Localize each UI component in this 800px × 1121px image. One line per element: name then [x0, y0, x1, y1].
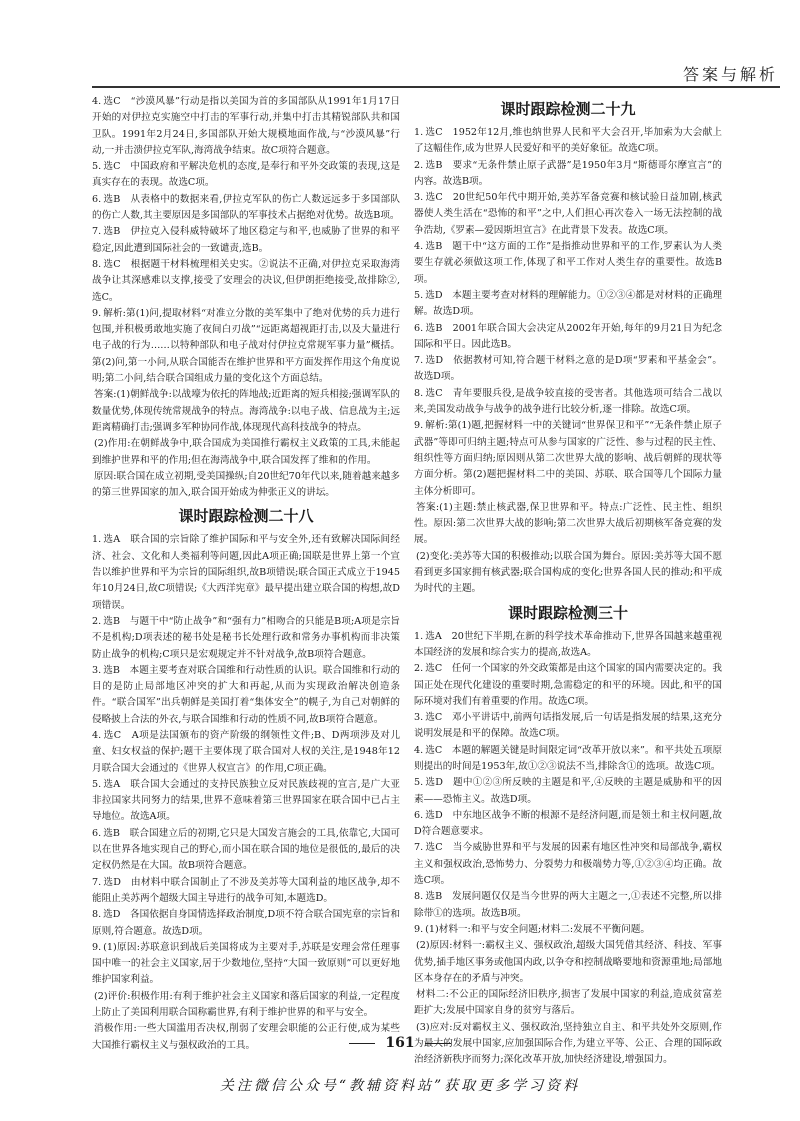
- answer-item: 6. 选B 从表格中的数据来看,伊拉克军队的伤亡人数远远多于多国部队的伤亡人数,其主要原因是多国部队的军事技术占据绝对优势。故选B项。: [92, 193, 400, 222]
- answer-item: 3. 选C 邓小平讲话中,前两句话指发展,后一句话是指发展的结果,这充分说明发展是和平的保障。故选C项。: [414, 712, 722, 740]
- answer-item: 6. 选D 中东地区战争不断的根源不是经济问题,而是领土和主权问题,故D符合题意要求。: [414, 809, 722, 838]
- answer-item: 9. 解析:第(1)题,把握材料一中的关键词“世界保卫和平”“无条件禁止原子武器”等即可归纳主题;特点可从参与国家的广泛性、参与过程的民主性、组织性等方面归纳;原因则从第二次世界大战的影响、战后朝鲜的现状等方面分析。第(2)题把握材料二中的美国、苏联、联合国等几个国际力量主体分析即可。: [414, 420, 722, 497]
- right-column: [414, 94, 722, 1066]
- answer-item: (2)原因:材料一:霸权主义、强权政治,超级大国凭借其经济、科技、军事优势,插手地区事务或他国内政,以争夺和控制战略要地和资源重地;局部地区本身存在的矛盾与冲突。: [414, 940, 722, 984]
- answer-item: 3. 选B 本题主要考查对联合国维和行动性质的认识。联合国维和行动的目的是防止局部地区冲突的扩大和再起,从而为实现政治解决创造条件。“联合国军”出兵朝鲜是美国打着“集体安全”的幌子,为自己对朝鲜的侵略披上合法的外衣,与联合国维和行动的性质不同,故B项符合题意。: [92, 664, 400, 725]
- answer-item: 7. 选D 依据教材可知,符合题干材料之意的是D项“罗素和平基金会”。故选D项。: [414, 355, 722, 383]
- answer-item: (2)作用:在朝鲜战争中,联合国成为美国推行霸权主义政策的工具,未能起到维护世界和平的作用;但在海湾战争中,联合国发挥了维和的作用。: [92, 438, 400, 466]
- answer-item: 6. 选B 2001年联合国大会决定从2002年开始,每年的9月21日为纪念国际和平日。因此选B。: [414, 322, 722, 350]
- answer-item: 8. 选B 发展问题仅仅是当今世界的两大主题之一,①表述不完整,所以排除带①的选项。故选B项。: [414, 891, 722, 919]
- answer-item: 5. 选D 本题主要考查对材料的理解能力。①②③④都是对材料的正确理解。故选D项。: [414, 289, 722, 318]
- answer-item: 7. 选D 由材料中联合国制止了不涉及美苏等大国利益的地区战争,却不能阻止美苏两个超级大国主导进行的战争可知,本题选D。: [92, 876, 400, 904]
- answer-item: (3)应对:反对霸权主义、强权政治,坚持独立自主、和平共处外交原则,作为最大的发展中国家,应加强国际合作,为建立平等、公正、合理的国际政治经济新秩序而努力;深化改革开放,加快经济建设,增强国力。: [414, 1021, 722, 1066]
- answer-item: 5. 选A 联合国大会通过的支持民族独立反对民族歧视的宣言,是广大亚非拉国家共同努力的结果,世界不意味着第三世界国家在联合国中已占主导地位。故选A项。: [92, 778, 400, 823]
- answer-item: 7. 选B 伊拉克入侵科威特破坏了地区稳定与和平,也威胁了世界的和平稳定,因此遭到国际社会的一致谴责,选B。: [92, 226, 400, 254]
- answer-item: 5. 选C 中国政府和平解决危机的态度,是奉行和平外交政策的表现,这是真实存在的表现。故选C项。: [92, 161, 400, 189]
- answer-item: (2)变化:美苏等大国的积极推动;以联合国为舞台。原因:美苏等大国不愿看到更多国家拥有核武器;联合国构成的变化;世界各国人民的推动;和平成为时代的主题。: [414, 550, 722, 595]
- answer-item: 4. 选C A项是法国颁布的资产阶级的纲领性文件;B、D两项涉及对儿童、妇女权益的保护;题干主要体现了联合国对人权的关注,是1948年12月联合国大会通过的《世界人权宣言》的作用,C项正确。: [92, 729, 400, 774]
- answer-item: 原因:联合国在成立初期,受美国操纵;自20世纪70年代以来,随着越来越多的第三世界国家的加入,联合国开始成为伸张正义的讲坛。: [92, 470, 400, 499]
- answer-item: 1. 选A 20世纪下半期,在新的科学技术革命推动下,世界各国越来越重视本国经济的发展和综合实力的提高,故选A。: [414, 630, 722, 658]
- answer-item: 消极作用:一些大国滥用否决权,削弱了安理会职能的公正行使,成为某些大国推行霸权主义与强权政治的工具。: [92, 1023, 400, 1051]
- answer-list: [92, 94, 400, 501]
- page-number: 161: [385, 1035, 415, 1051]
- answer-item: 3. 选C 20世纪50年代中期开始,美苏军备竞赛和核试验日益加剧,核武器使人类生活在“恐怖的和平”之中,人们担心再次卷入一场无法控制的战争浩劫,《罗素—爱因斯坦宣言》在此背景下发表。故选C项。: [414, 192, 722, 236]
- section-title: 课时跟踪检测三十: [507, 603, 628, 622]
- answer-item: (2)评价:积极作用:有利于维护社会主义国家和落后国家的利益,一定程度上防止了美国利用联合国称霸世界,有利于维护世界的和平与安全。: [92, 990, 400, 1019]
- answer-item: 8. 选D 各国依据自身国情选择政治制度,D项不符合联合国宪章的宗旨和原则,符合题意。故选D项。: [92, 909, 400, 937]
- answer-item: 5. 选D 题中①②③所反映的主题是和平,④反映的主题是威胁和平的因素——恐怖主义。故选D项。: [414, 777, 722, 805]
- answer-item: 2. 选B 要求“无条件禁止原子武器”是1950年3月“斯德哥尔摩宣言”的内容。故选B项。: [414, 159, 722, 187]
- answer-item: 4. 选C “沙漠风暴”行动是指以美国为首的多国部队从1991年1月17日开始的对伊拉克实施空中打击的军事行动,并集中打击其精锐部队共和国卫队。1991年2月24日,多国部队开始大规模地面作战,与“沙漠风暴”行动,一并击溃伊拉克军队,海湾战争结束。故C项符合题意。: [92, 96, 400, 156]
- answer-item: 答案:(1)主题:禁止核武器,保卫世界和平。特点:广泛性、民主性、组织性。原因:第二次世界大战的影响;第二次世界大战后初期核军备竞赛的发展。: [414, 501, 722, 546]
- answer-item: 4. 选C 本题的解题关键是时间限定词“改革开放以来”。和平共处五项原则提出的时间是1953年,故①②③说法不当,排除含①的选项。故选C项。: [414, 744, 722, 772]
- answer-item: 9. (1)原因:苏联意识到战后美国将成为主要对手,苏联是安理会常任理事国中唯一的社会主义国家,居于少数地位,坚持“大国一致原则”可以更好地维护国家利益。: [92, 941, 400, 986]
- answer-item: 答案:(1)朝鲜战争:以战壕为依托的阵地战;近距离的短兵相接;强调军队的数量优势,体现传统常规战争的特点。海湾战争:以电子战、信息战为主;远距离精确打击;强调多军种协同作战,体现现代高科技战争的特点。: [92, 389, 400, 433]
- answer-list: [414, 125, 722, 598]
- header-title: 答案与解析: [682, 65, 778, 84]
- dash-right: [425, 1043, 451, 1044]
- answer-item: 2. 选C 任何一个国家的外交政策都是由这个国家的国内需要决定的。我国正处在现代化建设的重要时期,急需稳定的和平的环境。因此,和平的国际环境对我们有着重要的作用。故选C项。: [414, 663, 722, 707]
- answer-item: 6. 选B 联合国建立后的初期,它只是大国发言施会的工具,依靠它,大国可以在世界各地实现自己的野心,而小国在联合国的地位是很低的,最后的决定权仍然是在大国。故B项符合题意。: [92, 827, 400, 872]
- answer-item: 1. 选A 联合国的宗旨除了维护国际和平与安全外,还有致解决国际间经济、社会、文化和人类福利等问题,因此A项正确;国联是世界上第一个宣告以维护世界和平为宗旨的国际组织,故B项错误;联合国正式成立于1945年10月24日,故C项错误;《大西洋宪章》最早提出建立联合国的构想,故D项错误。: [92, 534, 400, 611]
- section-title: 课时跟踪检测二十八: [178, 507, 314, 526]
- answer-list: [92, 532, 400, 1054]
- answer-item: 7. 选C 当今威胁世界和平与发展的因素有地区性冲突和局部战争,霸权主义和强权政治,恐怖势力、分裂势力和极端势力等,①②③④均正确。故选C项。: [414, 842, 722, 887]
- answer-item: 材料二:不公正的国际经济旧秩序,损害了发展中国家的利益,造成贫富差距扩大;发展中国家自身的贫穷与落后。: [414, 989, 722, 1017]
- answer-item: 9. 解析:第(1)问,提取材料“对准立分散的美军集中了绝对优势的兵力进行包围,并积极勇敢地实施了夜间白刃战”“远距离超视距打击,以及大量进行电子战的行为……以特种部队和电子战对付伊拉克常规军事力量”概括。第(2)问,第一小问,从联合国能否在维护世界和平方面发挥作用这个角度说明;第二小问,结合联合国组成力量的变化这个方面总结。: [92, 307, 400, 385]
- answer-item: 1. 选C 1952年12月,维也纳世界人民和平大会召开,毕加索为大会献上了这幅佳作,成为世界人民爱好和平的美好象征。故选C项。: [414, 127, 722, 155]
- answer-list: [414, 629, 722, 1069]
- page-number-block: [0, 1035, 800, 1051]
- section-title: 课时跟踪检测二十九: [500, 100, 636, 118]
- answer-item: 8. 选C 青年要服兵役,是战争较直接的受害者。其他选项可结合二战以来,美国发动战争与战争的战争进行比较分析,逐一排除。故选C项。: [414, 387, 722, 416]
- dash-left: [349, 1043, 375, 1044]
- answer-item: 2. 选B 与题干中“防止战争”和“强有力”相吻合的只能是B项;A项是宗旨不是机构;D项表述的秘书处是秘书长处理行政和常务办事机构而非决策防止战争的机构;C项只是宏观规定并不针对战争,故B项符合题意。: [92, 615, 400, 660]
- answer-item: 4. 选B 题干中“这方面的工作”是指推动世界和平的工作,罗素认为人类要生存就必须做这项工作,体现了和平工作对人类生存的重要性。故选B项。: [414, 241, 722, 285]
- header-rule: [92, 86, 780, 88]
- answer-item: 8. 选C 根据题干材料梳理相关史实。②说法不正确,对伊拉克采取海湾战争让其深感难以支撑,接受了安理会的决议,但伊朗拒绝接受,故排除②,选C。: [92, 258, 400, 303]
- answer-item: 9. (1)材料一:和平与安全问题;材料二:发展不平衡问题。: [414, 923, 650, 935]
- footer-note: 关注微信公众号“教辅资料站”获取更多学习资料: [219, 1078, 581, 1094]
